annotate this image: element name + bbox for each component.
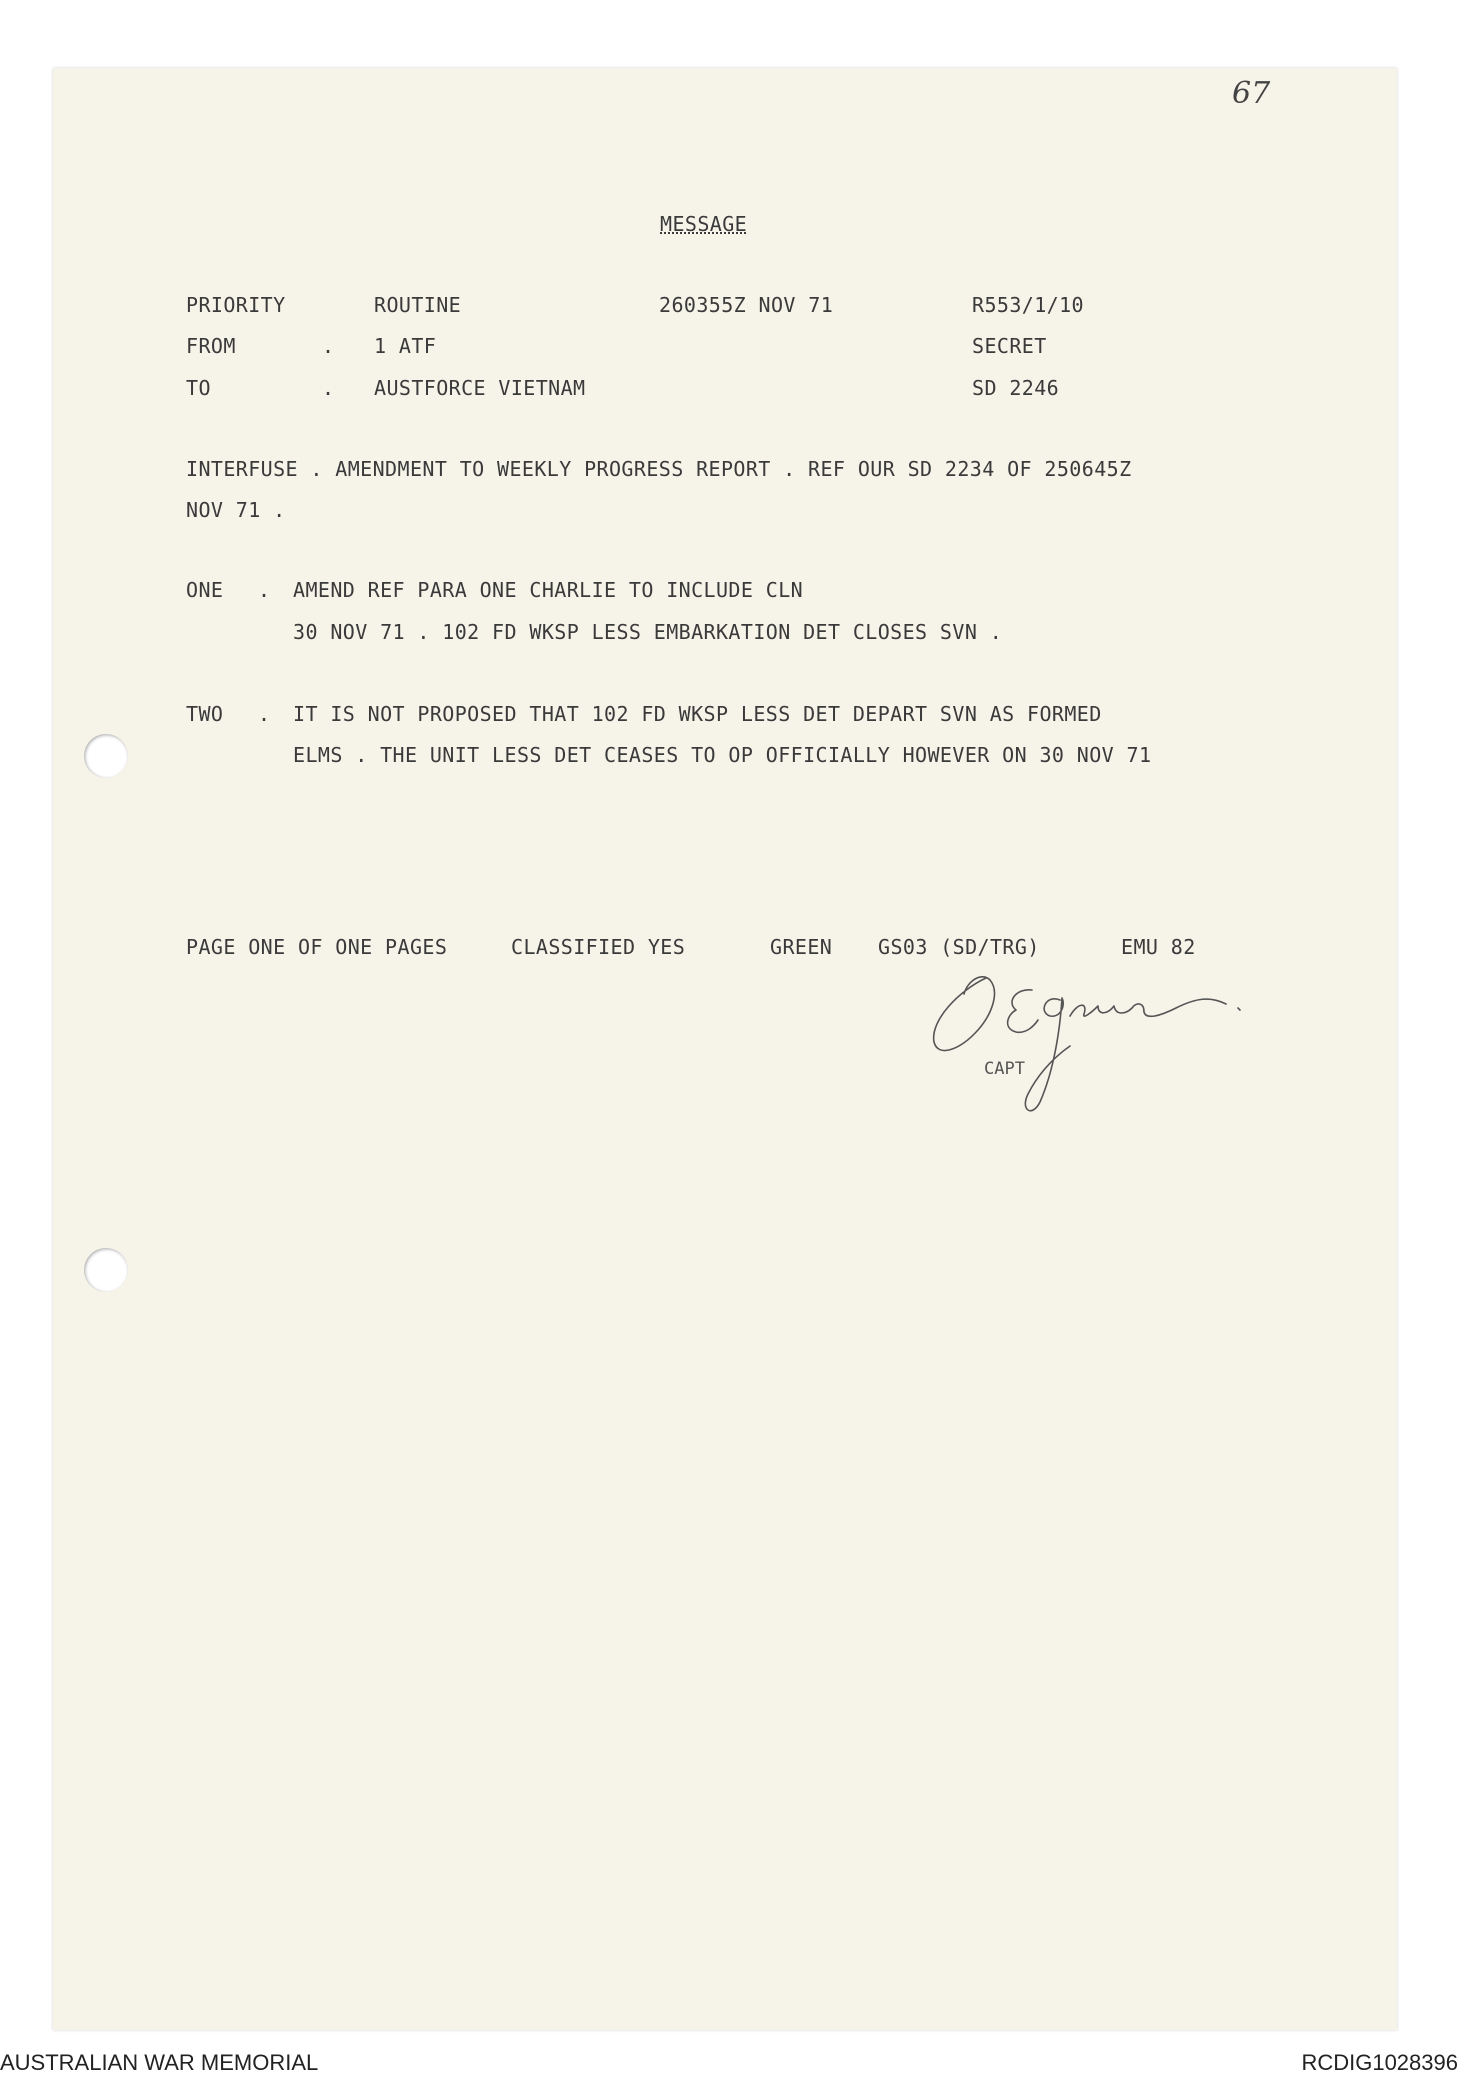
- date-time-group: 260355Z NOV 71: [659, 293, 834, 317]
- from-separator: .: [322, 334, 335, 358]
- punch-hole-bottom: [84, 1248, 128, 1292]
- folio-number: 67: [1232, 76, 1271, 111]
- archive-institution: AUSTRALIAN WAR MEMORIAL: [0, 2050, 319, 2075]
- security-classification: SECRET: [972, 334, 1047, 358]
- officer-appointment: GS03 (SD/TRG): [878, 935, 1040, 959]
- to-value: AUSTFORCE VIETNAM: [374, 376, 586, 400]
- from-value: 1 ATF: [374, 334, 437, 358]
- archive-item-id: RCDIG1028396: [1301, 2050, 1458, 2075]
- priority-value: ROUTINE: [374, 293, 462, 317]
- message-title: MESSAGE: [660, 212, 748, 236]
- subject-line-1: INTERFUSE . AMENDMENT TO WEEKLY PROGRESS REPORT . REF OUR SD 2234 OF 250645Z: [186, 457, 1132, 481]
- classified-status: CLASSIFIED YES: [511, 935, 686, 959]
- paragraph-one-label: ONE: [186, 578, 224, 602]
- file-reference: R553/1/10: [972, 293, 1084, 317]
- punch-hole-top: [84, 734, 128, 778]
- paragraph-two-label: TWO: [186, 702, 224, 726]
- releasing-officer: GREEN: [770, 935, 833, 959]
- page-count: PAGE ONE OF ONE PAGES: [186, 935, 448, 959]
- message-serial: SD 2246: [972, 376, 1060, 400]
- signature-rank: CAPT: [984, 1059, 1025, 1079]
- to-label: TO: [186, 376, 211, 400]
- paragraph-one-line-2: 30 NOV 71 . 102 FD WKSP LESS EMBARKATION DET CLOSES SVN .: [293, 620, 1003, 644]
- paragraph-one-line-1: AMEND REF PARA ONE CHARLIE TO INCLUDE CLN: [293, 578, 804, 602]
- to-separator: .: [322, 376, 335, 400]
- subject-line-2: NOV 71 .: [186, 498, 286, 522]
- handwritten-signature: [920, 950, 1280, 1130]
- paragraph-two-separator: .: [258, 702, 271, 726]
- paragraph-two-line-2: ELMS . THE UNIT LESS DET CEASES TO OP OFFICIALLY HOWEVER ON 30 NOV 71: [293, 743, 1152, 767]
- from-label: FROM: [186, 334, 236, 358]
- telephone-extension: EMU 82: [1121, 935, 1196, 959]
- priority-label: PRIORITY: [186, 293, 286, 317]
- paragraph-two-line-1: IT IS NOT PROPOSED THAT 102 FD WKSP LESS DET DEPART SVN AS FORMED: [293, 702, 1102, 726]
- paragraph-one-separator: .: [258, 578, 271, 602]
